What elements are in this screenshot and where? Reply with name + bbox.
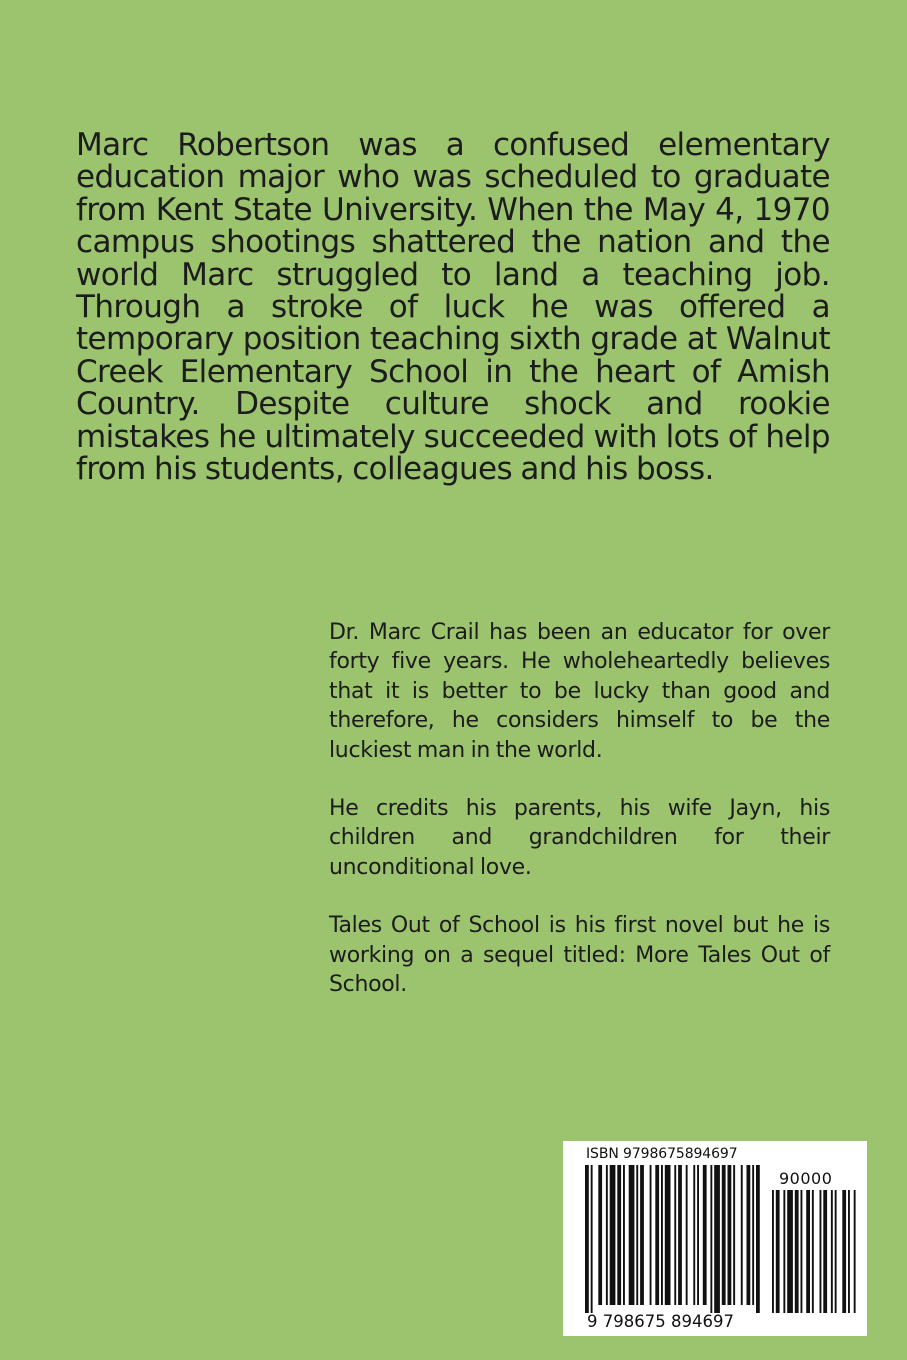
barcode-addon-bar <box>787 1190 793 1313</box>
isbn-label: ISBN 9798675894697 <box>586 1146 738 1162</box>
barcode-bar <box>674 1165 676 1305</box>
barcode-bar <box>678 1165 682 1305</box>
barcode-bar <box>629 1165 635 1305</box>
bio-paragraph: Tales Out of School is his first novel but he is working on a sequel titled: More Tales Out of School. <box>329 913 830 998</box>
barcode-bar <box>752 1165 754 1305</box>
author-bio <box>329 618 830 1028</box>
barcode-addon-bar <box>854 1190 856 1313</box>
barcode-addon-bar <box>776 1190 780 1313</box>
barcode-bar <box>650 1165 652 1305</box>
barcode-addon-bar <box>835 1190 837 1313</box>
price-code: 90000 <box>779 1169 833 1188</box>
barcode-bar <box>591 1165 593 1313</box>
back-cover-blurb: Marc Robertson was a confused elementary education major who was scheduled to graduate from Kent State University. When the May 4, 1970 campus shootings shattered the nation and the world Marc struggled to land a teaching job. Through a stroke of luck he was offered a temporary position teaching sixth grade at Walnut Creek Elementary School in the heart of Amish Country. Despite culture shock and rookie mistakes he ultimately succeeded with lots of help from his students, colleagues and his boss. <box>76 127 830 488</box>
barcode-bar <box>598 1165 602 1305</box>
barcode-bar <box>623 1165 625 1305</box>
barcode-bar <box>703 1165 707 1305</box>
barcode-bar <box>741 1165 743 1305</box>
barcode-addon-bar <box>823 1190 827 1313</box>
barcode-bar <box>617 1165 621 1305</box>
barcode-addon-bar <box>812 1190 814 1313</box>
barcode-bar <box>606 1165 608 1305</box>
barcode-bar <box>710 1165 712 1313</box>
barcode-bar <box>636 1165 638 1305</box>
barcode-bar <box>585 1165 589 1313</box>
barcode-addon-bar <box>772 1190 774 1313</box>
barcode-bar <box>686 1165 688 1305</box>
barcode-bar <box>610 1165 616 1305</box>
barcode-bar <box>693 1165 695 1305</box>
barcode-bar <box>640 1165 644 1305</box>
bio-paragraph: Dr. Marc Crail has been an educator for over forty five years. He wholeheartedly believes that it is better to be lucky than good and therefore, he considers himself to be the luckiest man in the world. <box>329 620 830 763</box>
barcode-addon-bar <box>831 1190 833 1313</box>
barcode-digits: 9 798675 894697 <box>587 1312 734 1331</box>
barcode-bar <box>697 1165 699 1305</box>
barcode-bar <box>655 1165 659 1305</box>
isbn-barcode <box>563 1141 867 1336</box>
barcode-addon-bar <box>806 1190 810 1313</box>
bio-paragraph: He credits his parents, his wife Jayn, his children and grandchildren for their unconditional love. <box>329 796 830 880</box>
barcode-bars <box>565 1143 865 1334</box>
barcode-addon-bar <box>795 1190 799 1313</box>
barcode-addon-bar <box>820 1190 822 1313</box>
barcode-bar <box>733 1165 735 1305</box>
barcode-addon-bar <box>801 1190 803 1313</box>
barcode-addon-bar <box>848 1190 850 1313</box>
barcode-bar <box>665 1165 671 1305</box>
barcode-bar <box>714 1165 720 1313</box>
barcode-bar <box>722 1165 726 1305</box>
barcode-bar <box>747 1165 751 1305</box>
barcode-addon-bar <box>783 1190 785 1313</box>
barcode-addon-bar <box>842 1190 846 1313</box>
barcode-bar <box>661 1165 663 1305</box>
barcode-bar <box>756 1165 760 1313</box>
barcode-bar <box>728 1165 732 1305</box>
